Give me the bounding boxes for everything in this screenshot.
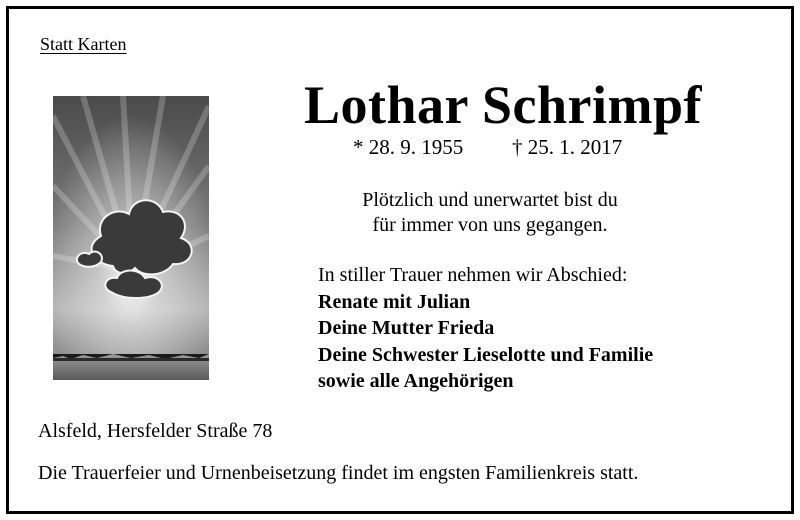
- ceremony-notice: Die Trauerfeier und Urnenbeisetzung findet im engsten Familienkreis statt.: [38, 462, 639, 484]
- statt-karten-label: Statt Karten: [40, 34, 127, 54]
- memorial-verse: [300, 188, 680, 238]
- family-address: Alsfeld, Hersfelder Straße 78: [38, 420, 273, 442]
- verse-line: Plötzlich und unerwartet bist du: [362, 189, 618, 211]
- mourner-name: Deine Mutter Frieda: [318, 317, 495, 339]
- mourners-block: [318, 262, 653, 395]
- verse-line: für immer von uns gegangen.: [372, 214, 608, 236]
- birth-date: * 28. 9. 1955: [353, 135, 464, 159]
- death-date: † 25. 1. 2017: [512, 135, 623, 159]
- deceased-name: Lothar Schrimpf: [304, 75, 703, 135]
- memorial-photo: [53, 96, 209, 380]
- mourner-name: Deine Schwester Lieselotte und Familie: [318, 343, 654, 366]
- mourners-intro: In stiller Trauer nehmen wir Abschied:: [318, 264, 628, 286]
- mourner-name: sowie alle Angehörigen: [318, 370, 514, 392]
- mourner-name: Renate mit Julian: [318, 290, 471, 313]
